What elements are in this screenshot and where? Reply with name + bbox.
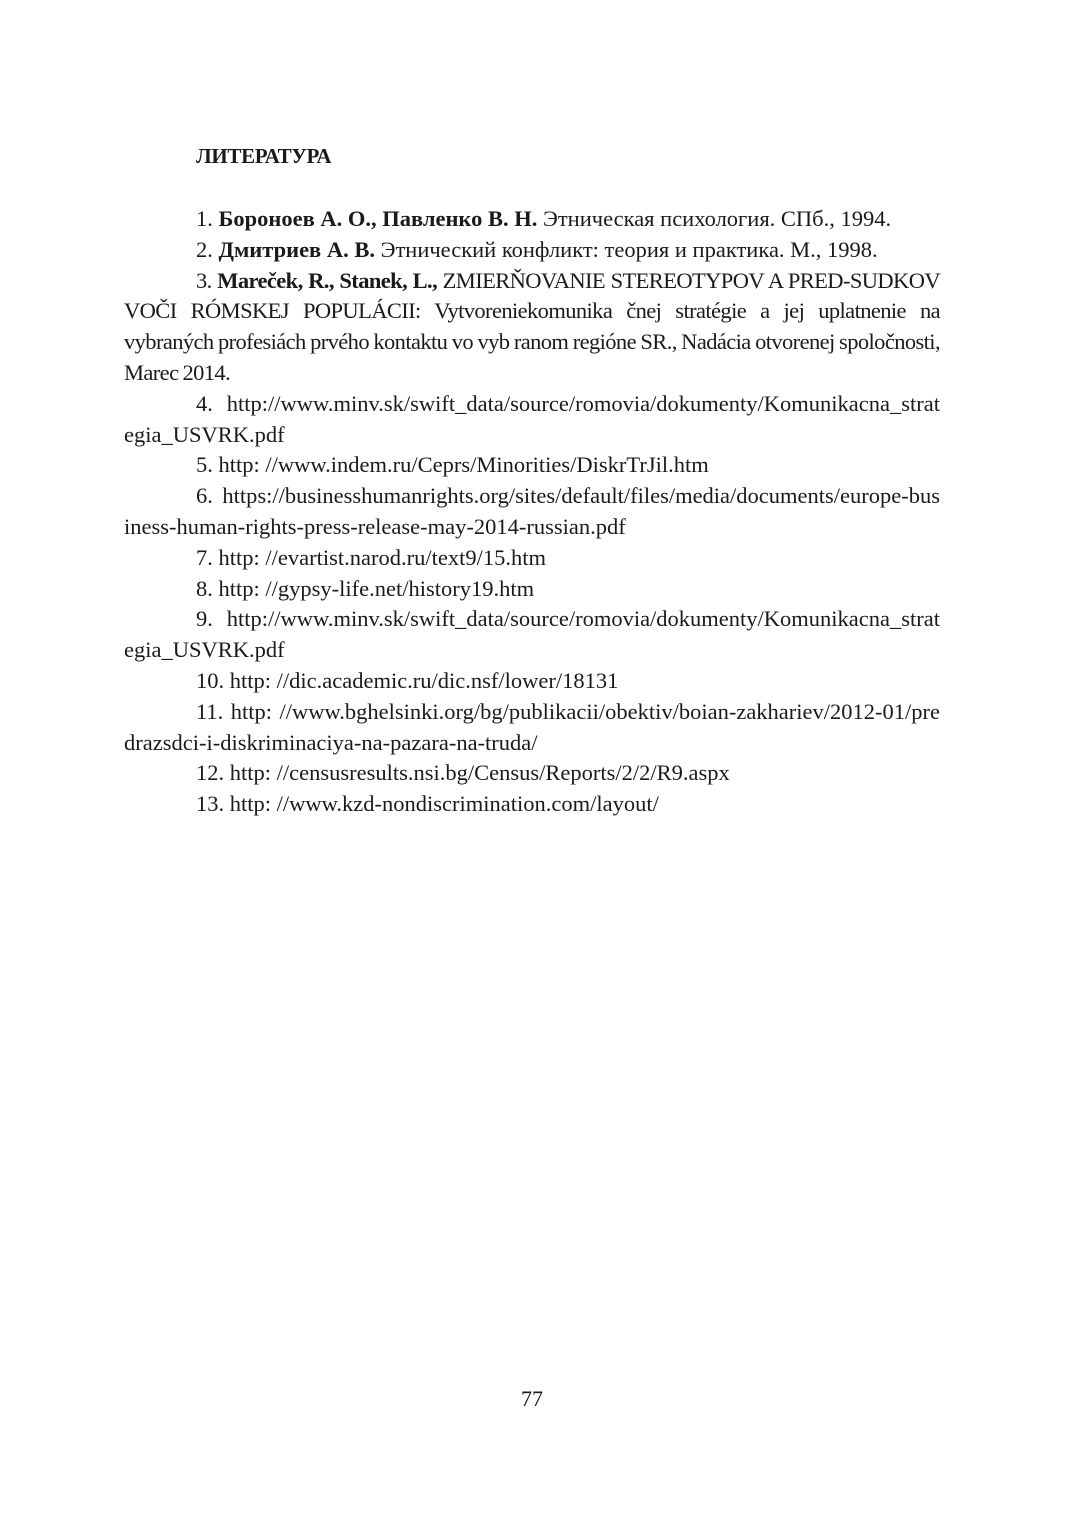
reference-url[interactable]: http: //www.indem.ru/Ceprs/Minorities/DiskrTrJil.htm — [218, 452, 709, 478]
section-heading: ЛИТЕРАТУРА — [196, 144, 332, 168]
reference-item — [124, 266, 940, 389]
reference-number: 3. — [196, 267, 218, 293]
reference-url[interactable]: http: //dic.academic.ru/dic.nsf/lower/18131 — [229, 667, 619, 693]
reference-text: Этническая психология. СПб., 1994. — [537, 206, 892, 231]
reference-number: 1. — [196, 206, 219, 231]
reference-number: 4. — [196, 390, 227, 416]
reference-url[interactable]: http://www.minv.sk/swift_data/source/romovia/dokumenty/Komunikacna_strategia_USVRK.pdf — [124, 390, 940, 447]
reference-text: Этнический конфликт: теория и практика. М., 1998. — [374, 236, 878, 262]
reference-item — [124, 543, 940, 574]
document-page — [124, 0, 940, 1530]
reference-item — [124, 389, 940, 451]
reference-url[interactable]: http: //www.kzd-nondiscrimination.com/layout/ — [229, 791, 659, 817]
reference-item — [124, 604, 940, 666]
reference-authors: Бороноев А. О., Павленко В. Н. — [218, 206, 538, 231]
reference-authors: Дмитриев А. В. — [218, 236, 375, 262]
reference-authors: Mareček, R., Stanek, L., — [217, 267, 438, 293]
reference-number: 7. — [196, 544, 219, 570]
page-number: 77 — [521, 1386, 543, 1411]
reference-item — [124, 758, 940, 789]
reference-number: 10. — [196, 667, 230, 693]
reference-item — [124, 204, 940, 235]
reference-number: 6. — [196, 483, 223, 509]
reference-item — [124, 481, 940, 543]
reference-item — [124, 450, 940, 481]
reference-item — [124, 789, 940, 820]
reference-number: 2. — [196, 236, 219, 262]
reference-number: 12. — [196, 760, 230, 786]
reference-item — [124, 574, 940, 605]
reference-number: 11. — [196, 698, 231, 724]
reference-url[interactable]: http: //censusresults.nsi.bg/Census/Reports/2/2/R9.aspx — [229, 760, 730, 786]
reference-url[interactable]: http: //gypsy-life.net/history19.htm — [218, 575, 535, 601]
reference-number: 5. — [196, 452, 219, 478]
reference-item — [124, 697, 940, 759]
reference-url[interactable]: http: //evartist.narod.ru/text9/15.htm — [218, 544, 546, 570]
reference-url[interactable]: https://businesshumanrights.org/sites/default/files/media/documents/europe-business-human-rights-press-release-may-2014-russian.pdf — [124, 483, 940, 539]
reference-item — [124, 666, 940, 697]
reference-text: ZMIERŇOVANIE STEREOTYPOV A PRED-SUDKOV VOČI RÓMSKEJ POPULÁCII: Vytvoreniekomunika čnej stratégie a jej uplatnenie na vybraných profesiách prvého kontaktu vo vyb ranom regióne SR., Nadácia otvorenej spoločnosti, Marec 2014. — [124, 267, 941, 385]
reference-number: 8. — [196, 575, 219, 601]
reference-url[interactable]: http://www.minv.sk/swift_data/source/romovia/dokumenty/Komunikacna_strategia_USVRK.pdf — [124, 606, 940, 663]
reference-number: 13. — [196, 791, 230, 817]
reference-number: 9. — [196, 606, 227, 632]
reference-list — [124, 204, 940, 820]
reference-item — [124, 235, 940, 266]
reference-url[interactable]: http: //www.bghelsinki.org/bg/publikacii/obektiv/boian-zakhariev/2012-01/predrazsdci-i-diskriminaciya-na-pazara-na-truda/ — [124, 698, 940, 755]
